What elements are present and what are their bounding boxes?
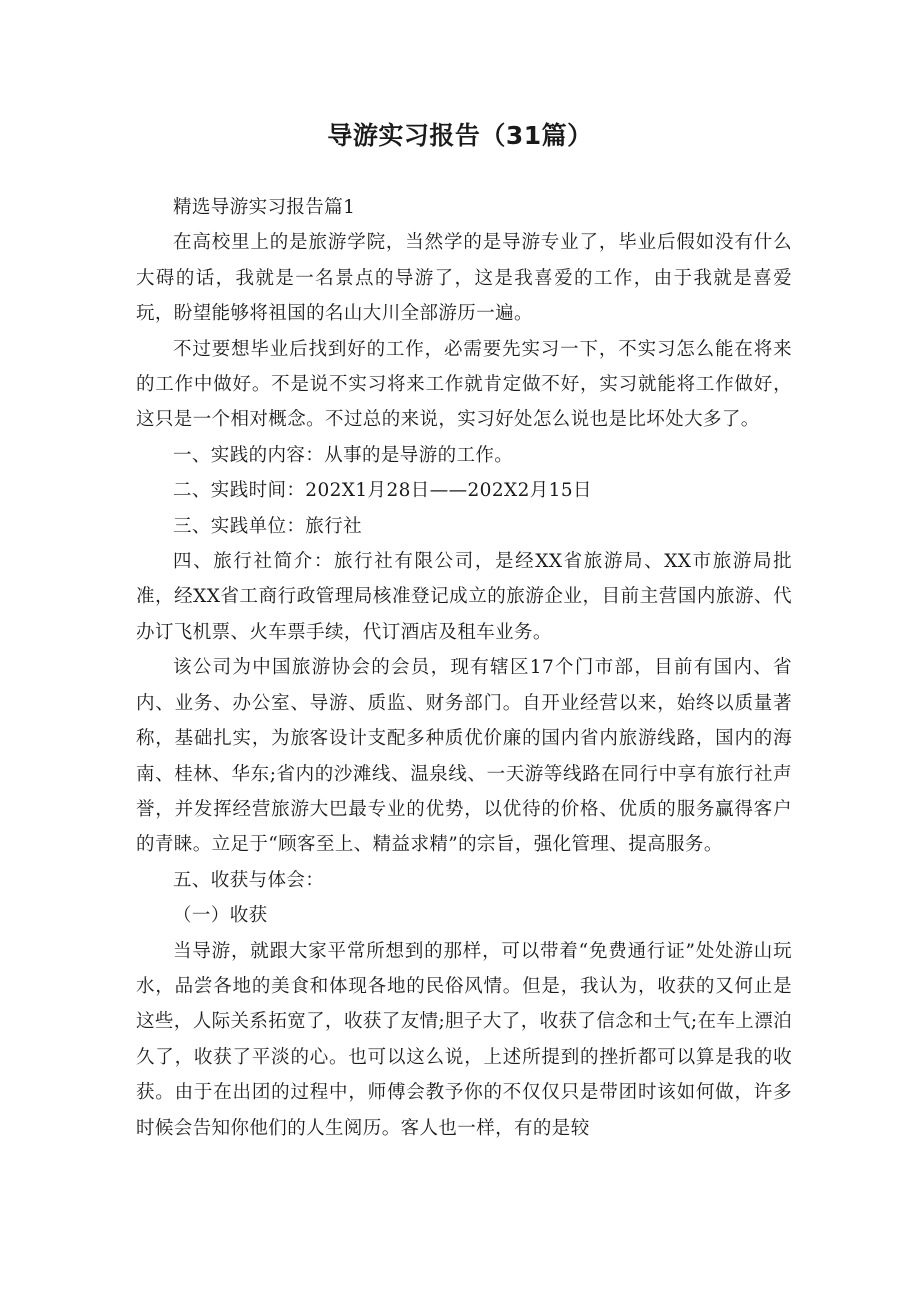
- document-body: [136, 190, 792, 1146]
- paragraph-company-description: 该公司为中国旅游协会的会员，现有辖区17个门市部，目前有国内、省内、业务、办公室、导游、质监、财务部门。自开业经营以来，始终以质量著称，基础扎实，为旅客设计支配多种质优价廉的国内省内旅游线路，国内的海南、桂林、华东;省内的沙滩线、温泉线、一天游等线路在同行中享有旅行社声誉，并发挥经营旅游大巴最专业的优势，以优待的价格、优质的服务赢得客户的青睐。立足于“顾客至上、精益求精”的宗旨，强化管理、提高服务。: [136, 657, 792, 856]
- paragraph-internship-reason: 不过要想毕业后找到好的工作，必需要先实习一下，不实习怎么能在将来的工作中做好。不是说不实习将来工作就肯定做不好，实习就能将工作做好，这只是一个相对概念。不过总的来说，实习好处怎么说也是比坏处大多了。: [136, 338, 792, 431]
- paragraph-gains-heading: 五、收获与体会：: [173, 869, 325, 891]
- paragraph-intro: 在高校里上的是旅游学院，当然学的是导游专业了，毕业后假如没有什么大碍的话，我就是一名景点的导游了，这是我喜爱的工作，由于我就是喜爱玩，盼望能够将祖国的名山大川全部游历一遍。: [136, 232, 792, 325]
- paragraph-practice-content: 一、实践的内容：从事的是导游的工作。: [173, 444, 514, 466]
- section-heading: 精选导游实习报告篇1: [173, 197, 356, 218]
- document-title: 导游实习报告（31篇）: [327, 121, 593, 150]
- paragraph-practice-unit: 三、实践单位：旅行社: [173, 515, 363, 537]
- paragraph-agency-intro: 四、旅行社简介：旅行社有限公司，是经XX省旅游局、XX市旅游局批准，经XX省工商行政管理局核准登记成立的旅游企业，目前主营国内旅游、代办订飞机票、火车票手续，代订酒店及租车业务。: [136, 551, 792, 643]
- paragraph-practice-time: 二、实践时间：202X1月28日——202X2月15日: [173, 480, 592, 502]
- paragraph-gains-text: 当导游，就跟大家平常所想到的那样，可以带着“免费通行证”处处游山玩水，品尝各地的美食和体现各地的民俗风情。但是，我认为，收获的又何止是这些，人际关系拓宽了，收获了友情;胆子大了，收获了信念和士气;在车上漂泊久了，收获了平淡的心。也可以这么说，上述所提到的挫折都可以算是我的收获。由于在出团的过程中，师傅会教予你的不仅仅只是带团时该如何做，许多时候会告知你他们的人生阅历。客人也一样，有的是较: [136, 940, 792, 1139]
- paragraph-gains-subheading: （一）收获: [173, 905, 268, 927]
